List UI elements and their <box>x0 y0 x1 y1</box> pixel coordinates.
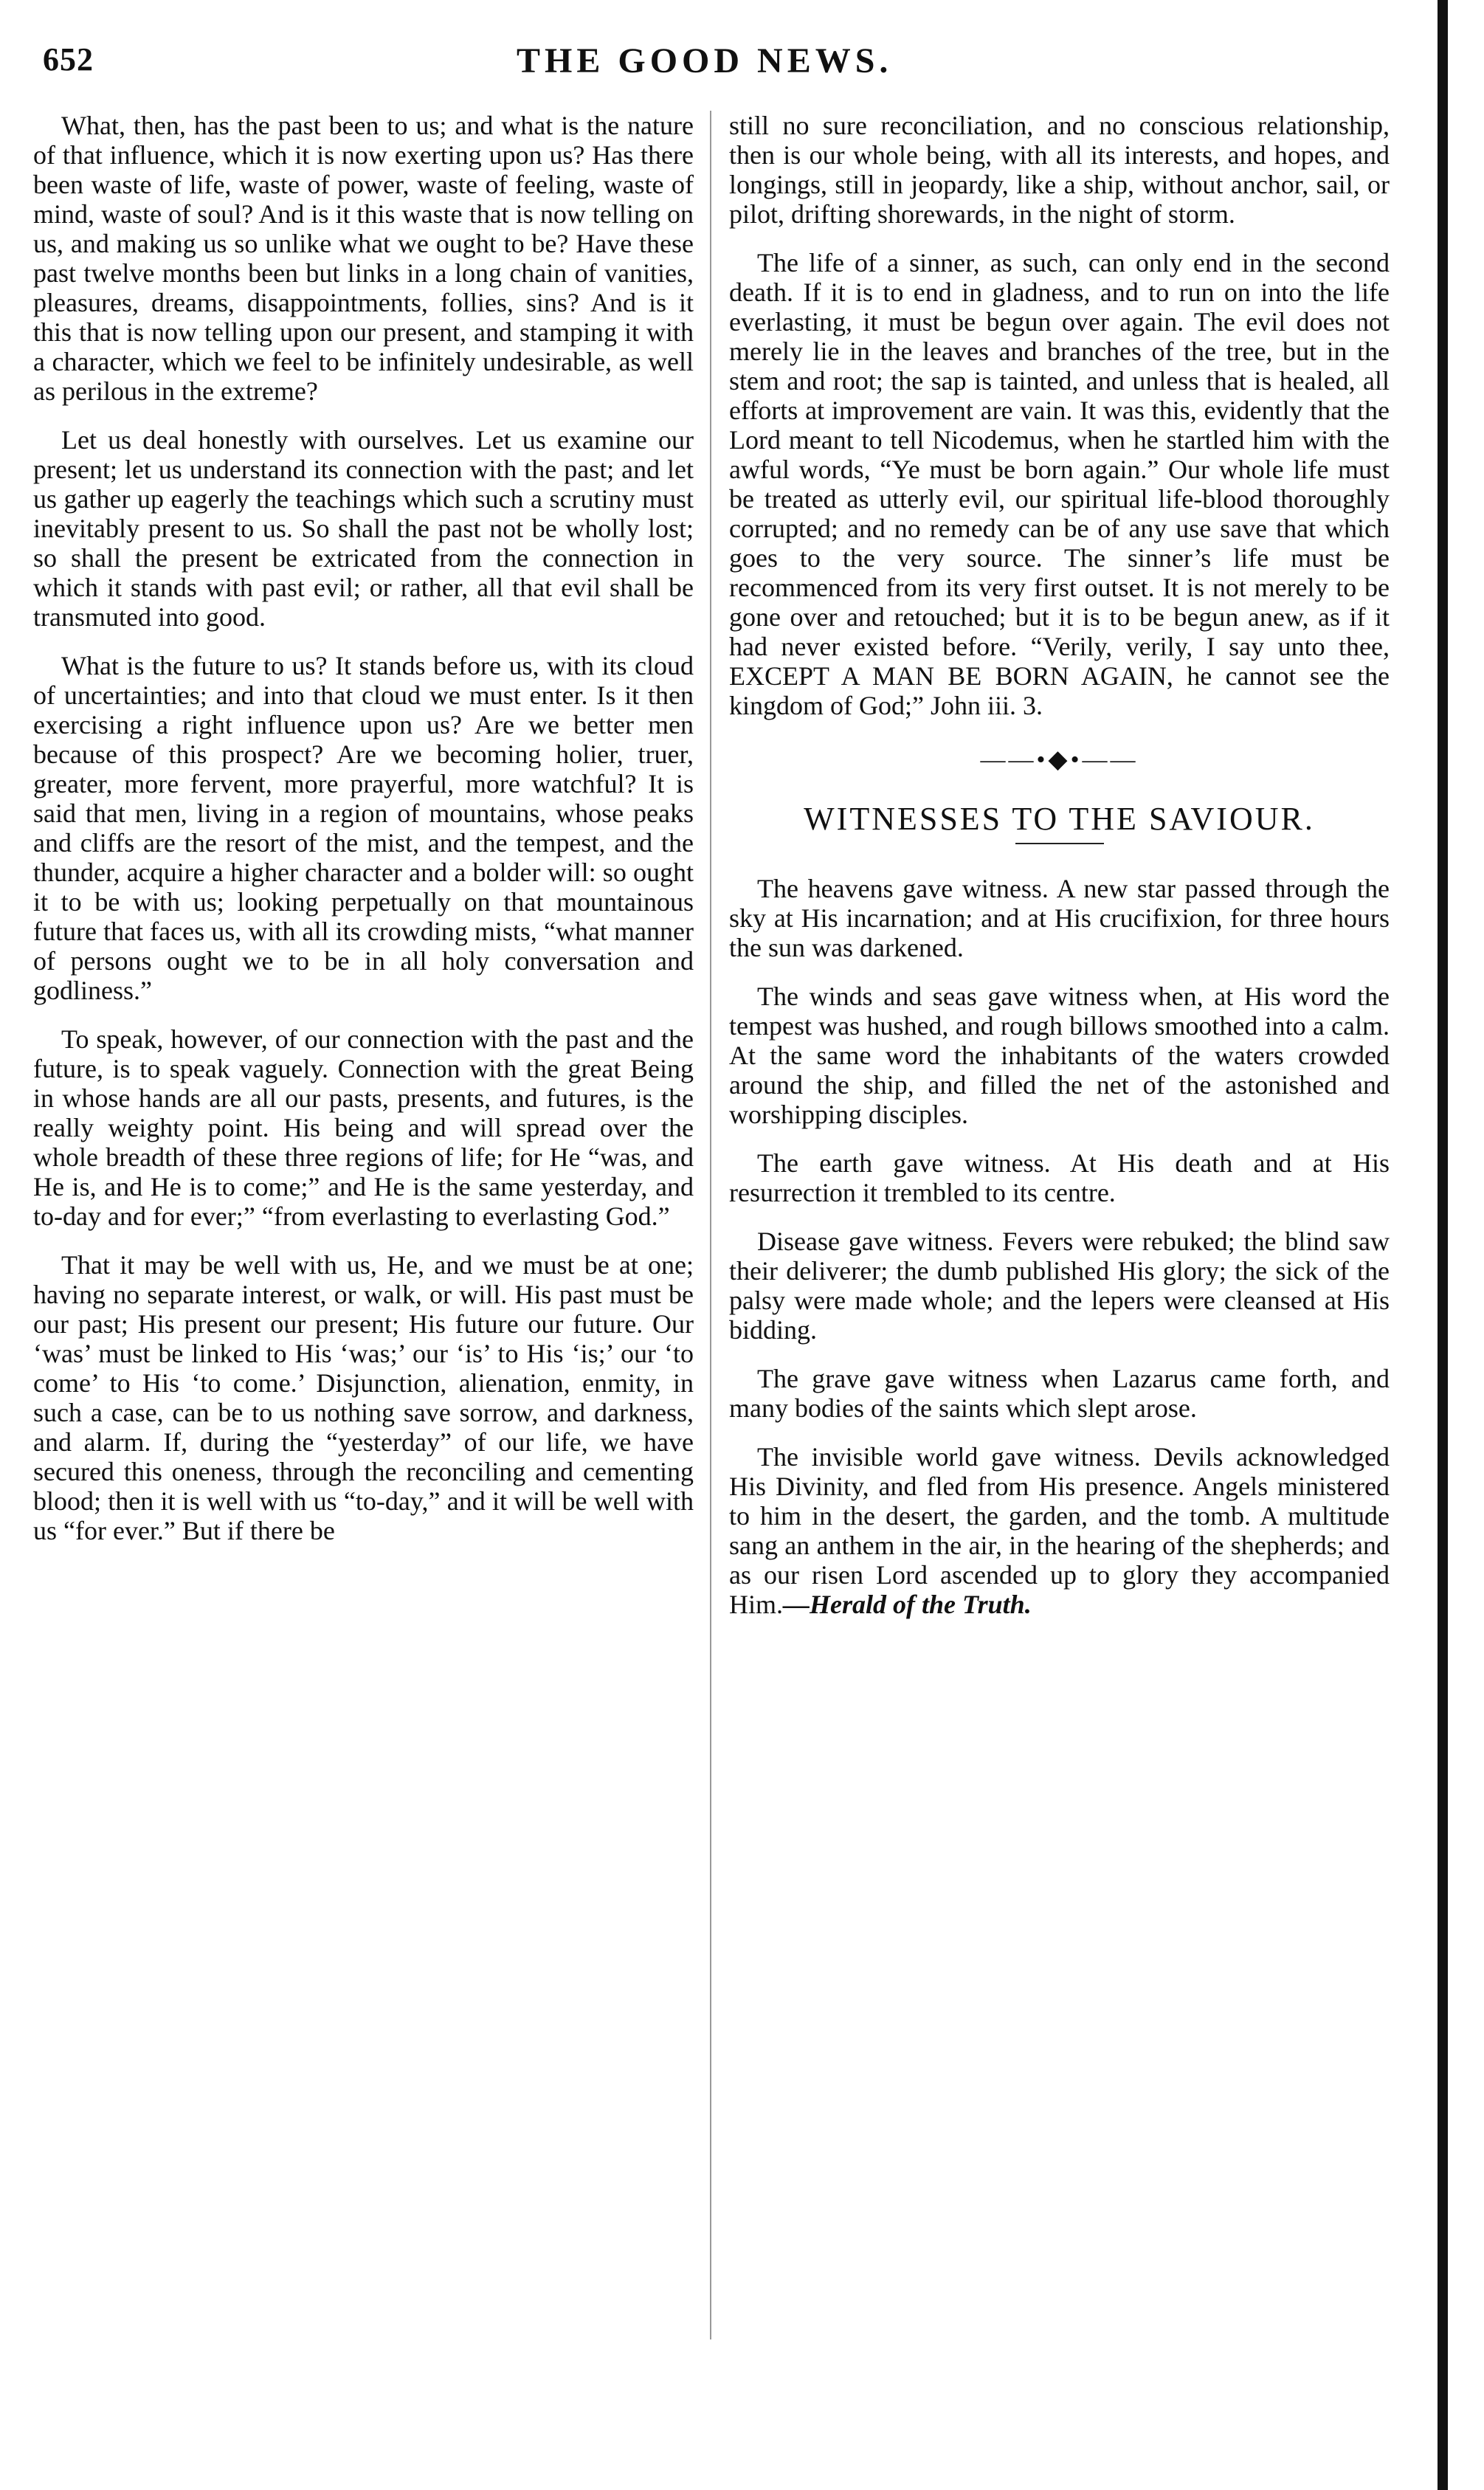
column-divider <box>710 111 711 2339</box>
paragraph-text: The invisible world gave witness. Devils acknowledged His Divinity, and fled from His presence. Angels ministered to him in the desert, the garden, and the tomb. A multitude sang an anthem in the air, in the hearing of the shepherds; and as our risen Lord ascended up to glory they accompanied Him. <box>729 1442 1390 1619</box>
paragraph: The earth gave witness. At His death and at His resurrection it trembled to its centre. <box>729 1148 1390 1207</box>
page-edge-border <box>1438 0 1448 2490</box>
page-number: 652 <box>43 41 94 77</box>
right-column <box>729 111 1390 1638</box>
left-column <box>33 111 694 1565</box>
page-header <box>0 41 1424 85</box>
paragraph: That it may be well with us, He, and we must be at one; having no separate interest, or walk, or will. His past must be our past; His present our present; His future our future. Our ‘was’ must be linked to His ‘was;’ our ‘is’ to His ‘is;’ our ‘to come’ to His ‘to come.’ Disjunction, alienation, enmity, in such a case, can be to us nothing save sorrow, and darkness, and alarm. If, during the “yesterday” of our life, we have secured this oneness, through the reconciling and cementing blood; then it is well with us “to-day,” and it will be well with us “for ever.” But if there be <box>33 1250 694 1545</box>
paragraph: What, then, has the past been to us; and what is the nature of that influence, which it is now exerting upon us? Has there been waste of life, waste of power, waste of feeling, waste of mind, waste of soul? And is it this waste that is now telling on us, and making us so unlike what we ought to be? Have these past twelve months been but links in a long chain of vanities, pleasures, dreams, disappointments, follies, sins? And is it this that is now telling upon our present, and stamping it with a character, which we feel to be infinitely undesirable, as well as perilous in the extreme? <box>33 111 694 406</box>
continued-paragraph: still no sure reconciliation, and no conscious relationship, then is our whole being, with all its interests, and hopes, and longings, still in jeopardy, like a ship, without anchor, sail, or pilot, drifting shorewards, in the night of storm. <box>729 111 1390 229</box>
section-title: WITNESSES TO THE SAVIOUR. <box>804 801 1315 837</box>
paragraph: What is the future to us? It stands before us, with its cloud of uncertainties; and into that cloud we must enter. Is it then exercising a right influence upon us? Are we better men because of this prospect? Are we becoming holier, truer, greater, more fervent, more prayerful, more watchful? It is said that men, living in a region of mountains, whose peaks and cliffs are the resort of the mist, and the tempest, and the thunder, acquire a higher character and a bolder will: so ought it to be with us; looking perpetually on that mountainous future that faces us, with all its crowding mists, “what manner of persons ought we to be in all holy conversation and godliness.” <box>33 651 694 1005</box>
paragraph <box>729 1442 1390 1619</box>
section-ornament: ——•◆•—— <box>980 746 1139 773</box>
paragraph: Disease gave witness. Fevers were rebuked; the blind saw their deliverer; the dumb published His glory; the sick of the palsy were made whole; and the lepers were cleansed at His bidding. <box>729 1227 1390 1345</box>
paragraph: Let us deal honestly with ourselves. Let us examine our present; let us understand its connection with the past; and let us gather up eagerly the teachings which such a scrutiny must inevitably present to us. So shall the past not be wholly lost; so shall the present be extricated from the connection in which it stands with past evil; or rather, all that evil shall be transmuted into good. <box>33 425 694 632</box>
paragraph: To speak, however, of our connection with the past and the future, is to speak vaguely. Connection with the great Being in whose hands are all our pasts, presents, and futures, is the really weighty point. His being and will spread over the whole breadth of these three regions of life; for He “was, and He is, and He is to come;” and He is the same yesterday, and to-day and for ever;” “from everlasting to everlasting God.” <box>33 1024 694 1231</box>
paragraph: The heavens gave witness. A new star passed through the sky at His incarnation; and at His crucifixion, for three hours the sun was darkened. <box>729 874 1390 962</box>
paragraph: The winds and seas gave witness when, at His word the tempest was hushed, and rough billows smoothed into a calm. At the same word the inhabitants of the waters crowded around the ship, and filled the net of the astonished and worshipping disciples. <box>729 982 1390 1129</box>
source-attribution: —Herald of the Truth. <box>783 1590 1032 1619</box>
running-title: THE GOOD NEWS. <box>517 41 893 80</box>
paragraph: The grave gave witness when Lazarus came forth, and many bodies of the saints which slept arose. <box>729 1364 1390 1423</box>
paragraph: The life of a sinner, as such, can only end in the second death. If it is to end in gladness, and to run on into the life everlasting, it must be begun over again. The evil does not merely lie in the leaves and branches of the tree, but in the stem and root; the sap is tainted, and unless that is healed, all efforts at improvement are vain. It was this, evidently that the Lord meant to tell Nicodemus, when he startled him with the awful words, “Ye must be born again.” Our whole life must be treated as utterly evil, our spiritual life-blood thoroughly corrupted; and no remedy can be of any use save that which goes to the very source. The sinner’s life must be recommenced from its very first outset. It is not merely to be gone over and retouched; but it is to be begun anew, as if it had never existed before. “Verily, verily, I say unto thee, EXCEPT A MAN BE BORN AGAIN, he cannot see the kingdom of God;” John iii. 3. <box>729 248 1390 720</box>
title-rule <box>1015 843 1104 844</box>
